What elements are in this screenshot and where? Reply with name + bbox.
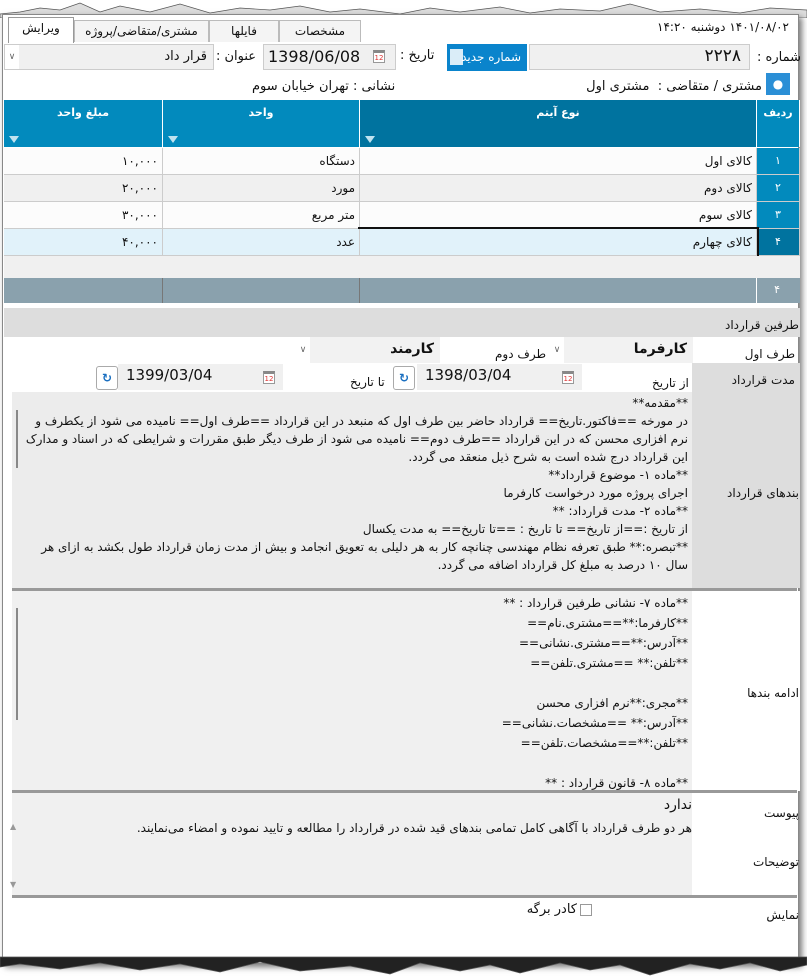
footer-count: ۴ [774,283,780,296]
row-number[interactable]: ۳ [757,202,800,229]
grid-empty-area [4,256,800,278]
cell-price[interactable]: ۲۰,۰۰۰ [4,175,163,202]
number-field[interactable]: ۲۲۲۸ [529,44,750,70]
tab-edit[interactable]: ویرایش [8,17,74,43]
scrollbar[interactable] [16,410,18,468]
number-label: شماره : [757,50,801,65]
tab-files[interactable]: فایلها [209,20,279,42]
from-date-field[interactable] [417,364,582,390]
scrollbar[interactable] [16,608,18,720]
second-party-select[interactable] [310,337,440,363]
duration-label: مدت قرارداد [731,373,795,387]
customer-info [586,79,762,94]
page-border-checkbox[interactable] [580,904,592,916]
row-number[interactable]: ۲ [757,175,800,202]
date-value: 1398/06/08 [268,47,361,66]
grid-footer [4,278,800,303]
attachment-label: پیوست [764,806,799,820]
continued-textarea[interactable]: **ماده ۷- نشانی طرفین قرارداد : ** **کارفرما:**==مشتری.نام== **آدرس:**==مشتری.نشانی== **تلفن:** ==مشتری.تلفن== **مجری:**نرم افزاری محسن **آدرس:** ==مشخصات.نشانی== **تلفن:**==مشخصات.تلفن== **ماده ۸- قانون قرارداد : ** [12,591,692,790]
col-header-item-label: نوع آیتم [536,106,580,119]
refresh-icon[interactable]: ↻ [393,366,415,390]
cell-price[interactable]: ۱۰,۰۰۰ [4,148,163,175]
attachment-notes-area [12,793,692,895]
title-label: عنوان : [216,49,257,64]
first-party-label: طرف اول [744,347,795,361]
col-header-row[interactable]: ردیف [757,100,800,147]
filter-icon[interactable] [9,136,19,143]
torn-edge-bottom [0,955,807,978]
tab-specs[interactable]: مشخصات [279,20,361,42]
col-header-unit-label: واحد [248,106,274,119]
display-label: نمایش [766,908,799,922]
filter-icon[interactable] [365,136,375,143]
col-header-price[interactable] [4,100,163,147]
cell-unit[interactable]: عدد [163,229,360,256]
new-number-button[interactable] [447,44,527,71]
to-date-field[interactable] [118,364,283,390]
address-text: نشانی : تهران خیابان سوم [252,79,396,94]
clauses-label: بندهای قرارداد [727,486,799,500]
calendar-icon[interactable]: 12 [562,371,574,384]
to-date-label: تا تاریخ [350,375,385,389]
second-party-label: طرف دوم [495,347,546,361]
col-header-item[interactable] [360,100,757,147]
first-party-value: کارفرما [633,341,687,357]
attachment-value[interactable]: ندارد [663,797,692,813]
clauses-textarea[interactable]: **مقدمه** در مورخه ==فاکتور.تاریخ== قرارداد حاضر بین طرف اول که منبعد در این قرارداد ==طرف اول== نامیده می شود از یکطرف و نرم افزاری محسن که در این قرارداد ==طرف دوم== نامیده می شود از طرف دیگر طبق مقررات و شرایطی که در اسناد و مدارک این قرارداد درج شده است به شرح ذیل منعقد می گردد. **ماده ۱- موضوع قرارداد** اجرای پروژه مورد درخواست کارفرما **ماده ۲- مدت قرارداد: ** از تاریخ :==از تاریخ== تا تاریخ : ==تا تاریخ== به مدت یکسال **تبصره:** طبق تعرفه نظام مهندسی چنانچه کار به هر دلیلی به تعویق انجامد و بیش از مدت زمان قرارداد طول بکشد به ازای هر سال ۱۰ درصد به مبلغ کل قرارداد اضافه می گردد. [12,392,692,588]
new-number-label: شماره جدید [461,50,521,64]
cell-unit[interactable]: متر مربع [163,202,360,229]
notes-text[interactable]: هر دو طرف قرارداد با آگاهی کامل تمامی بندهای قید شده در قرارداد را مطالعه و تایید نموده و امضاء می‌نمایند. [136,821,692,835]
refresh-icon[interactable]: ↻ [96,366,118,390]
customer-icon[interactable]: ● [766,73,790,95]
row-number[interactable]: ۱ [757,148,800,175]
parties-title: طرفین قرارداد [725,318,799,332]
col-header-unit[interactable] [163,100,360,147]
notes-label: توضیحات [752,855,799,869]
calendar-icon[interactable]: 12 [263,371,275,384]
chevron-down-icon[interactable]: ∨ [5,45,19,69]
filter-icon[interactable] [168,136,178,143]
cell-unit[interactable]: دستگاه [163,148,360,175]
parties-section [4,308,800,337]
customer-value: مشتری اول [586,79,650,94]
cell-item[interactable]: کالای چهارم [360,229,757,256]
cell-item[interactable]: کالای سوم [360,202,757,229]
from-date-value: 1398/03/04 [425,366,512,384]
chevron-down-icon[interactable]: ∨ [550,337,564,363]
cell-price[interactable]: ۳۰,۰۰۰ [4,202,163,229]
date-label: تاریخ : [400,48,435,63]
scroll-up-icon[interactable]: ▲ [10,822,17,831]
label-column [692,363,800,588]
cell-item[interactable]: کالای اول [360,148,757,175]
to-date-value: 1399/03/04 [126,366,213,384]
cell-item[interactable]: کالای دوم [360,175,757,202]
calendar-icon[interactable]: 12 [373,50,385,63]
tab-customer-project[interactable]: مشتری/متقاضی/پروژه [74,20,209,42]
continued-label: ادامه بندها [747,686,799,700]
datetime: ۱۴۰۱/۰۸/۰۲ دوشنبه ۱۴:۲۰ [657,20,789,34]
row-number[interactable]: ۴ [757,229,800,256]
page-border-label: کادر برگه [526,902,577,917]
customer-label: مشتری / متقاضی : [657,79,762,94]
first-party-select[interactable] [563,337,693,363]
scroll-down-icon[interactable]: ▼ [10,880,17,889]
chevron-down-icon[interactable]: ∨ [296,337,310,363]
cell-price[interactable]: ۴۰,۰۰۰ [4,229,163,256]
title-value: قرار داد [164,49,207,64]
from-date-label: از تاریخ [652,376,689,390]
second-party-value: کارمند [390,341,434,357]
title-select[interactable] [4,44,214,70]
cell-unit[interactable]: مورد [163,175,360,202]
col-header-price-label: مبلغ واحد [56,106,110,119]
